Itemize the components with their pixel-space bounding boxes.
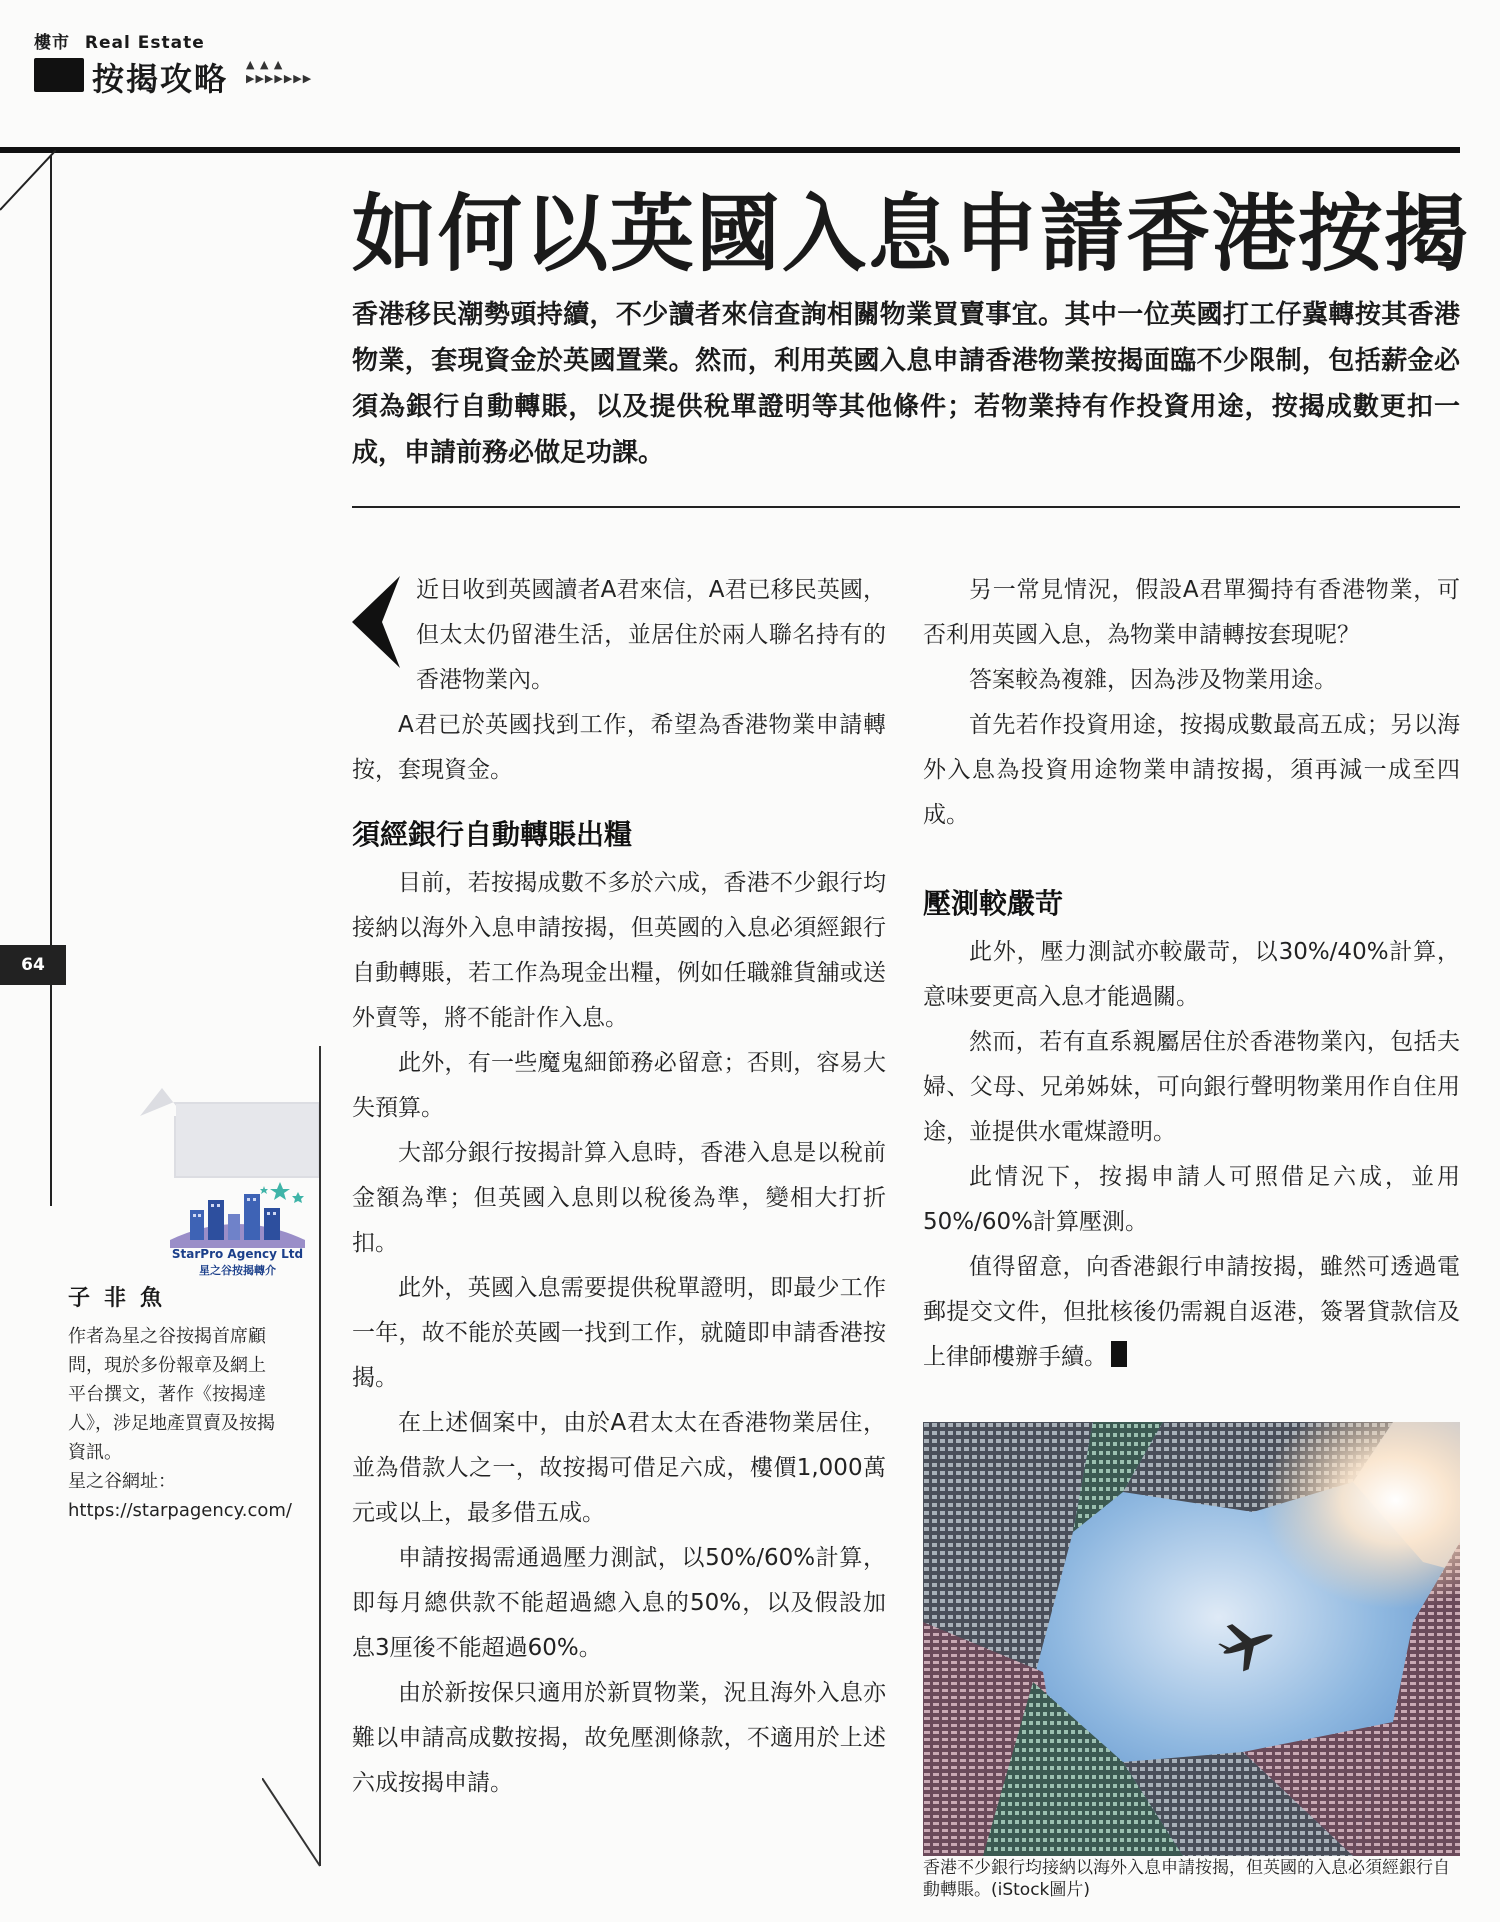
website-link[interactable]: https://starpagency.com/	[68, 1500, 292, 1521]
subheading: 壓測較嚴苛	[923, 887, 1064, 920]
article-column-1	[352, 568, 886, 1806]
paragraph: 申請按揭需通過壓力測試，以50%/60%計算，即每月總供款不能超過總入息的50%，以及假設加息3厘後不能超過60%。	[352, 1545, 886, 1661]
bio-line: 問，現於多份報章及網上	[68, 1355, 266, 1376]
section-label-cn: 樓市	[34, 33, 70, 53]
paragraph: 首先若作投資用途，按揭成數最高五成；另以海外入息為投資用途物業申請按揭，須再減一成至四成。	[923, 712, 1460, 828]
quote-mark-icon	[352, 576, 400, 668]
paragraph: 另一常見情況，假設A君單獨持有香港物業，可否利用英國入息，為物業申請轉按套現呢？	[923, 577, 1460, 648]
paragraph: 由於新按保只適用於新買物業，況且海外入息亦難以申請高成數按揭，故免壓測條款，不適用於上述六成按揭申請。	[352, 1680, 886, 1796]
paragraph: 值得留意，向香港銀行申請按揭，雖然可透過電郵提交文件，但批核後仍需親自返港，簽署貸款信及上律師樓辦手續。	[923, 1254, 1460, 1370]
photo-caption: 香港不少銀行均接納以海外入息申請按揭，但英國的入息必須經銀行自動轉賬。(iStock圖片)	[923, 1858, 1450, 1900]
paragraph: 目前，若按揭成數不多於六成，香港不少銀行均接納以海外入息申請按揭，但英國的入息必須經銀行自動轉賬，若工作為現金出糧，例如任職雜貨舖或送外賣等，將不能計作入息。	[352, 870, 886, 1031]
section-label	[34, 28, 205, 53]
paragraph: 此外，壓力測試亦較嚴苛，以30%/40%計算，意味要更高入息才能過關。	[923, 939, 1460, 1010]
photo-buildings-airplane	[923, 1422, 1460, 1856]
decorative-arrows-icon	[246, 58, 312, 86]
page-number: 64	[0, 945, 66, 985]
house-outline-icon	[140, 1088, 325, 1178]
author-bio	[68, 1322, 318, 1525]
paragraph: A君已於英國找到工作，希望為香港物業申請轉按，套現資金。	[352, 712, 886, 783]
bio-line: 人》，涉足地產買賣及按揭	[68, 1413, 275, 1434]
bio-line: 平台撰文，著作《按揭達	[68, 1384, 266, 1405]
lead-paragraph: 近日收到英國讀者A君來信，A君已移民英國，但太太仍留港生活，並居住於兩人聯名持有的香港物業內。	[352, 568, 886, 703]
article-column-2	[923, 568, 1460, 1380]
column-title: 按揭攻略	[92, 60, 229, 98]
divider-diagonal	[262, 1778, 322, 1868]
paragraph: 然而，若有直系親屬居住於香港物業內，包括夫婦、父母、兄弟姊妹，可向銀行聲明物業用作自住用途，並提供水電煤證明。	[923, 1029, 1460, 1145]
paragraph: 此外，英國入息需要提供稅單證明，即最少工作一年，故不能於英國一找到工作，就隨即申請香港按揭。	[352, 1275, 886, 1391]
logo-text-en: StarPro Agency Ltd	[171, 1247, 304, 1261]
end-mark-icon	[1111, 1341, 1127, 1367]
section-block	[34, 58, 84, 92]
left-vertical-rule	[50, 156, 52, 1206]
header-rule	[0, 147, 1460, 153]
bio-line: 資訊。	[68, 1442, 122, 1463]
paragraph: 在上述個案中，由於A君太太在香港物業居住，並為借款人之一，故按揭可借足六成，樓價1,000萬元或以上，最多借五成。	[352, 1410, 886, 1526]
paragraph: 此外，有一些魔鬼細節務必留意；否則，容易大失預算。	[352, 1050, 886, 1121]
intro-paragraph: 香港移民潮勢頭持續，不少讀者來信查詢相關物業買賣事宜。其中一位英國打工仔冀轉按其香港物業，套現資金於英國置業。然而，利用英國入息申請香港物業按揭面臨不少限制，包括薪金必須為銀行自動轉賬，以及提供稅單證明等其他條件；若物業持有作投資用途，按揭成數更扣一成，申請前務必做足功課。	[352, 300, 1460, 468]
paragraph: 答案較為複雜，因為涉及物業用途。	[969, 667, 1337, 693]
headline: 如何以英國入息申請香港按揭	[352, 185, 1471, 283]
arrows-bottom: ▶▶▶▶▶▶▶	[246, 72, 313, 85]
arrows-top: ▲ ▲ ▲	[246, 58, 284, 71]
intro-rule	[352, 506, 1460, 508]
logo-text-cn: 星之谷按揭轉介	[199, 1264, 276, 1277]
author-divider	[319, 1046, 321, 1866]
bio-line: 作者為星之谷按揭首席顧	[68, 1326, 266, 1347]
subheading: 須經銀行自動轉賬出糧	[352, 818, 633, 851]
author-name: 子非魚	[68, 1286, 177, 1311]
paragraph: 大部分銀行按揭計算入息時，香港入息是以稅前金額為準；但英國入息則以稅後為準，變相大打折扣。	[352, 1140, 886, 1256]
left-frame-lines	[0, 150, 56, 1220]
section-label-en: Real Estate	[84, 33, 205, 53]
paragraph: 此情況下，按揭申請人可照借足六成，並用50%/60%計算壓測。	[923, 1164, 1460, 1235]
bio-line: 星之谷網址：	[68, 1471, 176, 1492]
